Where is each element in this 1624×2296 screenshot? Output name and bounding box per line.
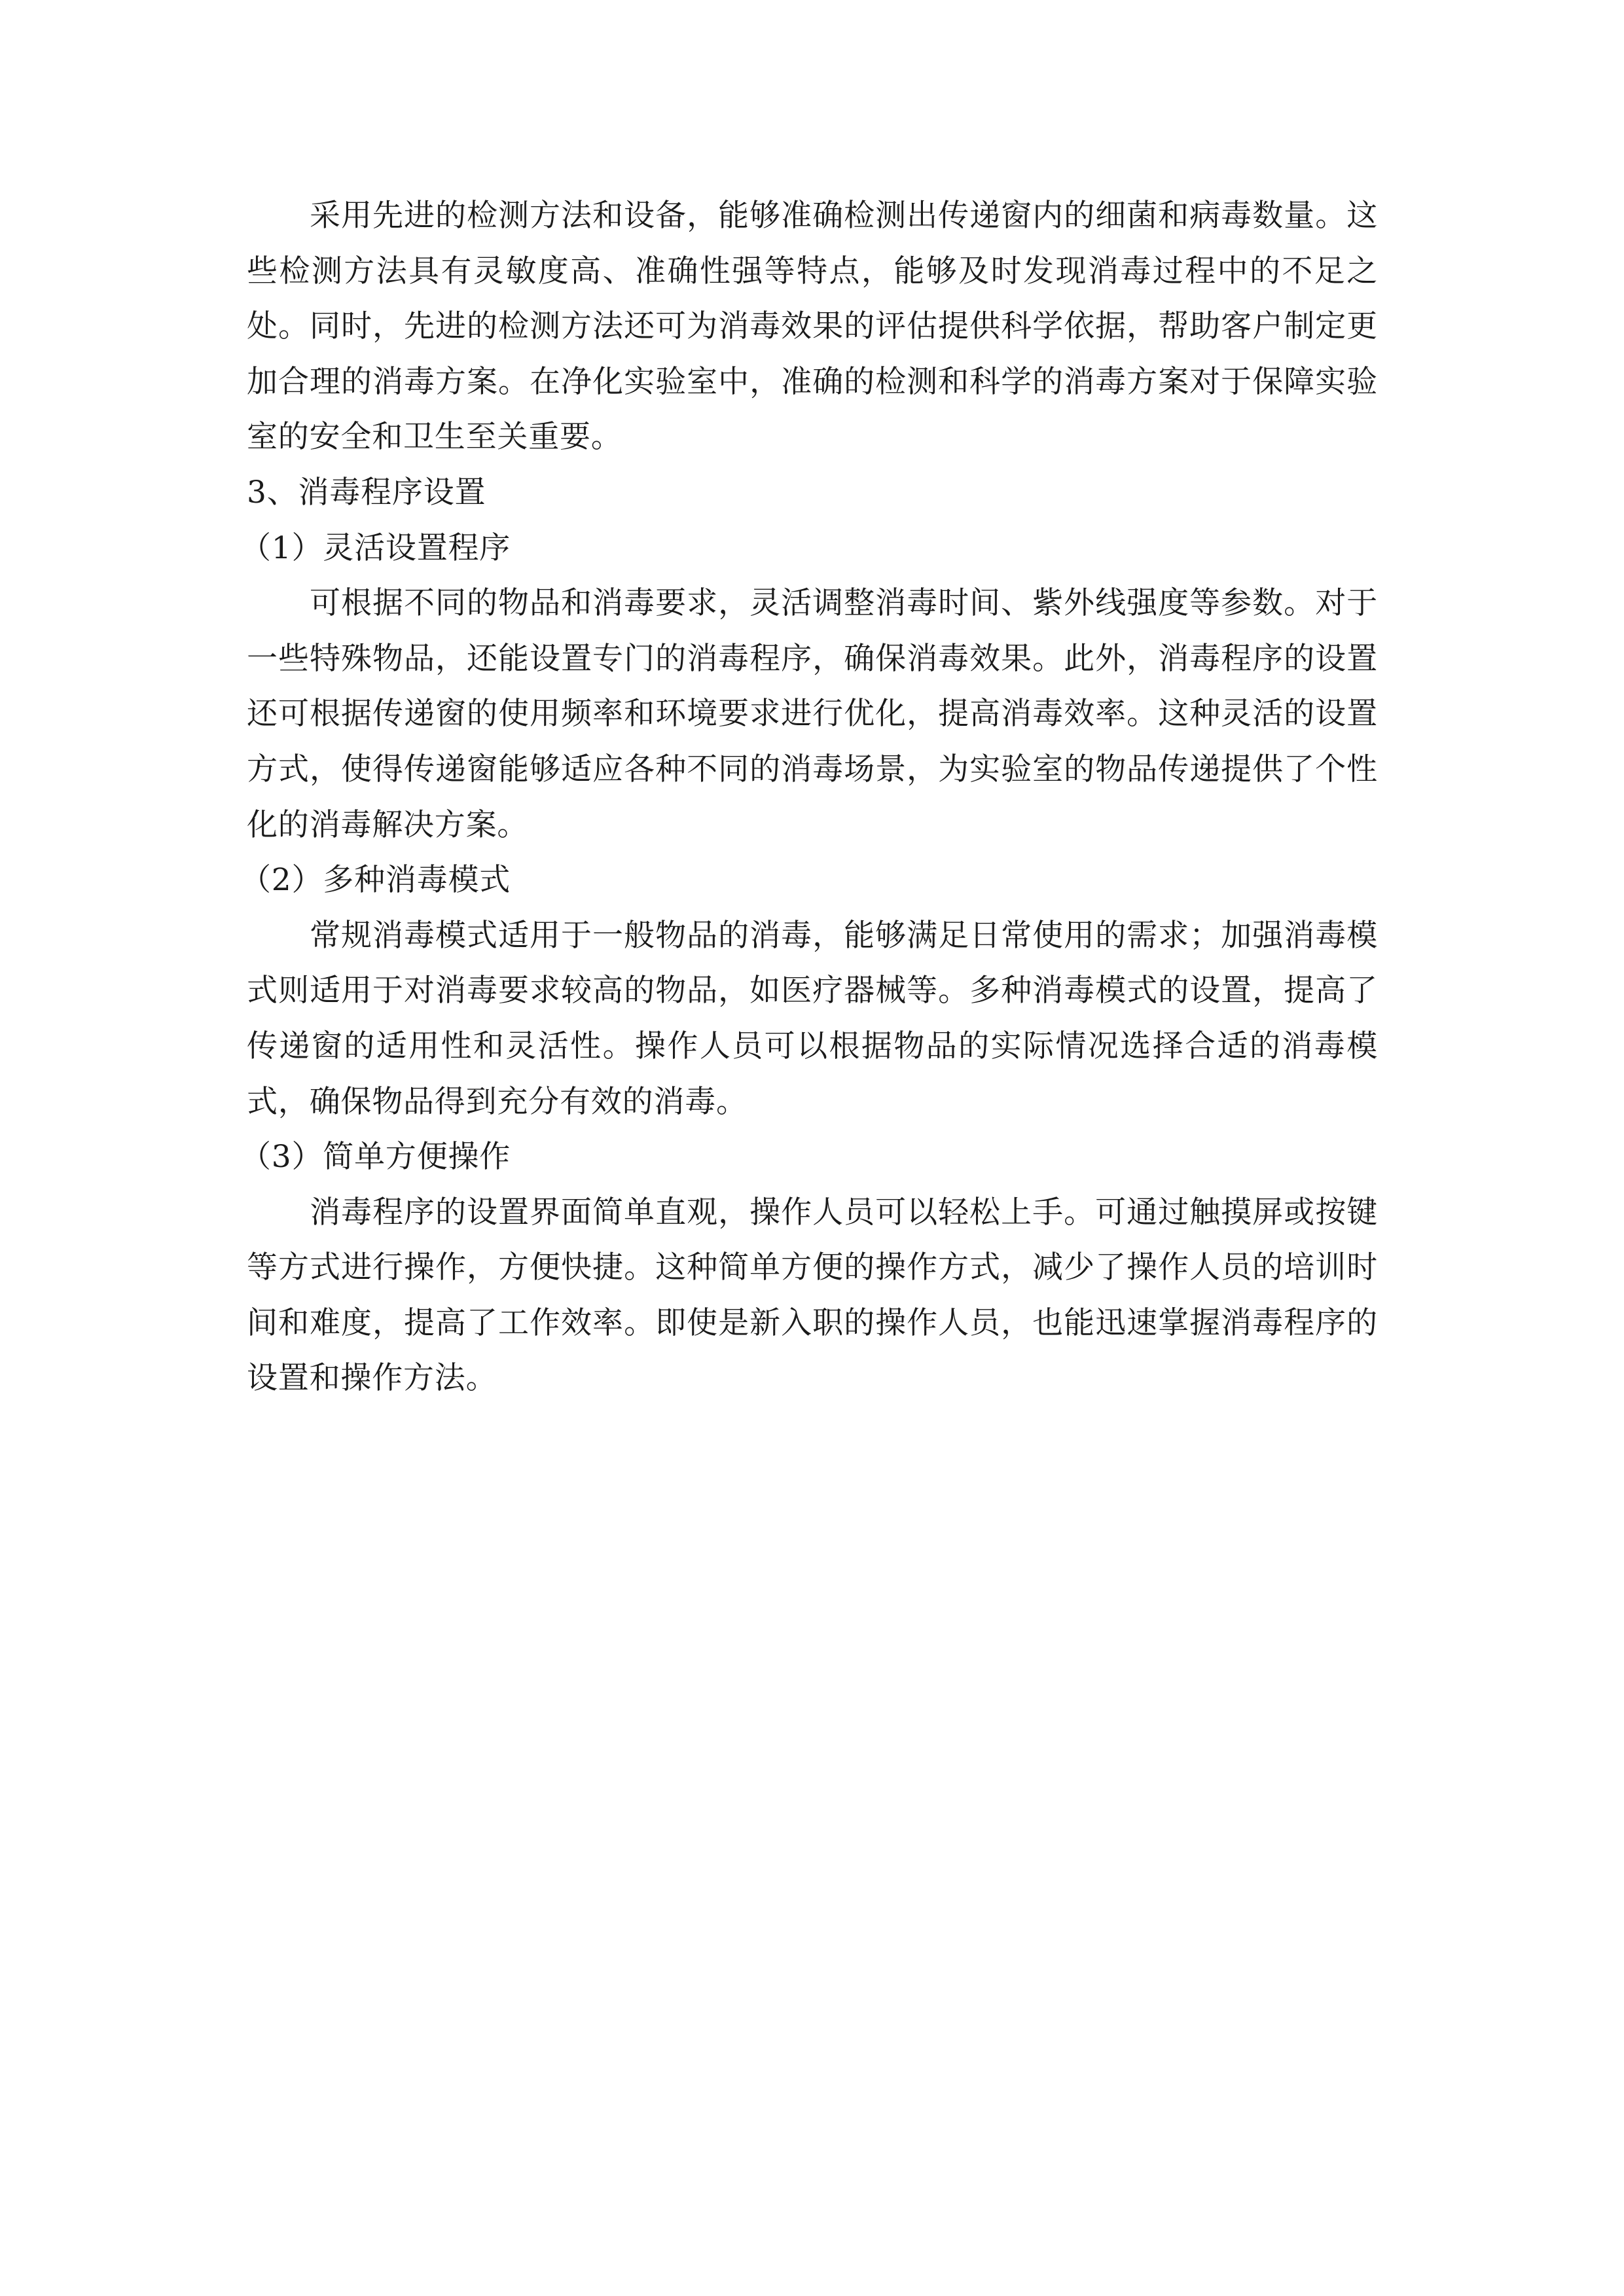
subheading-flexible-setting: （1）灵活设置程序 [240, 529, 511, 566]
subheading-multiple-modes: （2）多种消毒模式 [240, 862, 511, 899]
paragraph-multiple-modes: 常规消毒模式适用于一般物品的消毒，能够满足日常使用的需求；加强消毒模式则适用于对消毒要求较高的物品，如医疗器械等。多种消毒模式的设置，提高了传递窗的适用性和灵活性。操作人员可以根据物品的实际情况选择合适的消毒模式，确保物品得到充分有效的消毒。 [247, 917, 1378, 1120]
paragraph-flexible-setting: 可根据不同的物品和消毒要求，灵活调整消毒时间、紫外线强度等参数。对于一些特殊物品，还能设置专门的消毒程序，确保消毒效果。此外，消毒程序的设置还可根据传递窗的使用频率和环境要求进行优化，提高消毒效率。这种灵活的设置方式，使得传递窗能够适应各种不同的消毒场景，为实验室的物品传递提供了个性化的消毒解决方案。 [247, 585, 1378, 843]
subheading-easy-operation: （3）简单方便操作 [240, 1139, 511, 1175]
paragraph-detection-methods: 采用先进的检测方法和设备，能够准确检测出传递窗内的细菌和病毒数量。这些检测方法具有灵敏度高、准确性强等特点，能够及时发现消毒过程中的不足之处。同时，先进的检测方法还可为消毒效果的评估提供科学依据，帮助客户制定更加合理的消毒方案。在净化实验室中，准确的检测和科学的消毒方案对于保障实验室的安全和卫生至关重要。 [247, 198, 1378, 456]
document-body [240, 188, 1378, 1407]
paragraph-easy-operation: 消毒程序的设置界面简单直观，操作人员可以轻松上手。可通过触摸屏或按键等方式进行操作，方便快捷。这种简单方便的操作方式，减少了操作人员的培训时间和难度，提高了工作效率。即使是新入职的操作人员，也能迅速掌握消毒程序的设置和操作方法。 [247, 1194, 1378, 1397]
section-heading-disinfection-program: 3、消毒程序设置 [247, 474, 486, 511]
